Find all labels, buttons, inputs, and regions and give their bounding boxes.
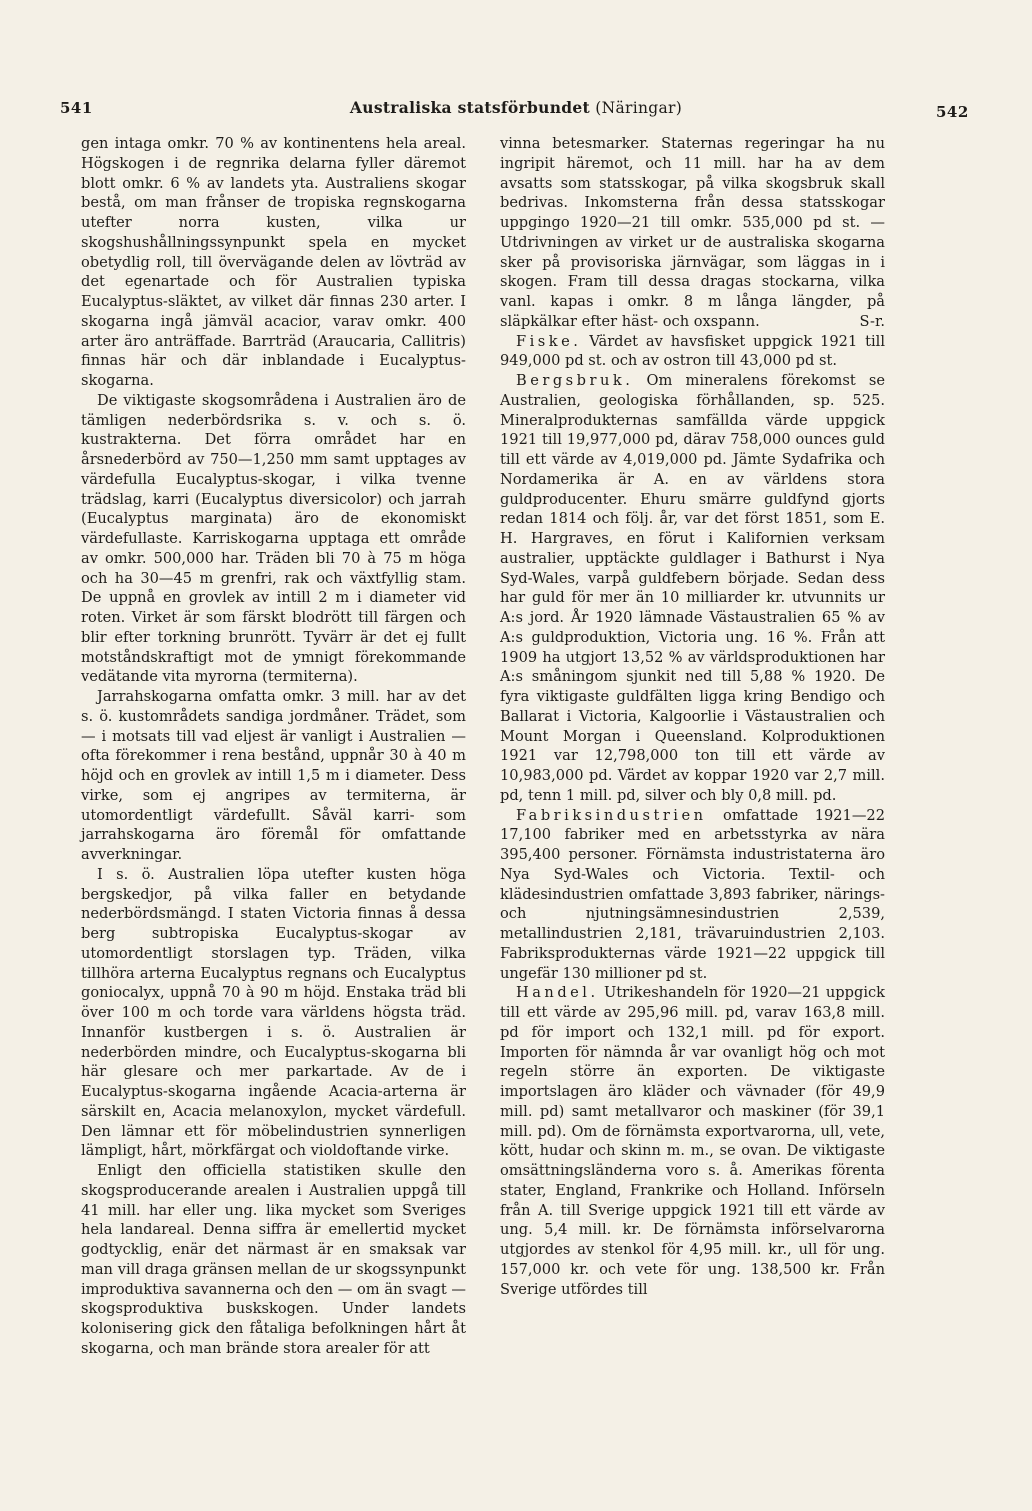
section-heading: Fabriksindustrien <box>516 806 707 824</box>
paragraph <box>500 371 885 806</box>
paragraph-text: Utrikeshandeln för 1920—21 uppgick till ett värde av 295,96 mill. pd, varav 163,8 mill. pd för import och 132,1 mill. pd för export. Importen för nämnda år var ovanligt hög och mot regeln större än exporten. De viktigaste importslagen äro kläder och vävnader (för 49,9 mill. pd) samt metallvaror och maskiner (för 39,1 mill. pd). Om de förnämsta exportvarorna, ull, vete, kött, hudar och skinn m. m., se ovan. De viktigaste omsättningsländerna voro s. å. Amerikas förenta stater, England, Frankrike och Holland. Införseln från A. till Sverige uppgick 1921 till ett värde av ung. 5,4 mill. kr. De förnämsta införselvarorna utgjordes av stenkol för 4,95 mill. kr., ull för ung. 157,000 kr. och vete för ung. 138,500 kr. Från Sverige utfördes till <box>500 984 885 1298</box>
paragraph <box>500 332 885 372</box>
paragraph: De viktigaste skogsområdena i Australien äro de tämligen nederbördsrika s. v. och s. ö. kustrakterna. Det förra området har en årsnederbörd av 750—1,250 mm samt upptages av värdefulla Eucalyptus-skogar, i vilka tvenne trädslag, karri (Eucalyptus diversicolor) och jarrah (Eucalyptus marginata) äro de ekonomiskt värdefullaste. Karriskogarna upptaga ett område av omkr. 500,000 har. Träden bli 70 à 75 m höga och ha 30—45 m grenfri, rak och växtfyllig stam. De uppnå en grovlek av intill 2 m i diameter vid roten. Virket är som färskt blodrött till färgen och blir efter torkning brunrött. Tyvärr är det ej fullt motståndskraftigt mot de ymnigt förekommande vedätande vita myrorna (termiterna). <box>81 391 466 686</box>
paragraph-text: Om mineralens förekomst se Australien, geologiska förhållanden, sp. 525. Mineralprodukternas samfällda värde uppgick 1921 till 19,977,000 pd, därav 758,000 ounces guld till ett värde av 4,019,000 pd. Jämte Sydafrika och Nordamerika är A. en av världens stora guldproducenter. Ehuru smärre guldfynd gjorts redan 1814 och följ. år, var det först 1851, som E. H. Hargraves, en förut i Kalifornien verksam australier, upptäckte guldlager i Bathurst i Nya Syd-Wales, varpå guldfebern började. Sedan dess har guld för mer än 10 milliarder kr. utvunnits ur A:s jord. År 1920 lämnade Västaustralien 65 % av A:s guldproduktion, Victoria ung. 16 %. Från att 1909 ha utgjort 13,52 % av världsproduktionen har A:s småningom sjunkit ned till 5,88 % 1920. De fyra viktigaste guldfälten ligga kring Bendigo och Ballarat i Victoria, Kalgoorlie i Västaustralien och Mount Morgan i Queensland. Kolproduktionen 1921 var 12,798,000 ton till ett värde av 10,983,000 pd. Värdet av koppar 1920 var 2,7 mill. pd, tenn 1 mill. pd, silver och bly 0,8 mill. pd. <box>500 372 885 804</box>
section-heading: Bergsbruk. <box>516 372 634 389</box>
paragraph: Jarrahskogarna omfatta omkr. 3 mill. har av det s. ö. kustområdets sandiga jordmåner. Trädet, som — i motsats till vad eljest är vanligt i Australien — ofta förekommer i rena bestånd, uppnår 30 à 40 m höjd och en grovlek av intill 1,5 m i diameter. Dess virke, som ej angripes av termiterna, är utomordentligt värdefullt. Såväl karri- som jarrahskogarna äro föremål för omfattande avverkningar. <box>81 688 466 863</box>
paragraph <box>500 806 885 984</box>
paragraph <box>500 134 885 332</box>
author-signature: S-r. <box>859 312 885 330</box>
section-heading: Fiske. <box>516 332 582 350</box>
running-head-subtitle: (Näringar) <box>590 99 683 117</box>
running-head <box>0 98 1032 117</box>
page-number-left: 541 <box>60 99 93 117</box>
paragraph: I s. ö. Australien löpa utefter kusten höga bergskedjor, på vilka faller en betydande nederbördsmängd. I staten Victoria finnas å dessa berg subtropiska Eucalyptus-skogar av utomordentligt storslagen typ. Träden, vilka tillhöra arterna Eucalyptus regnans och Eucalyptus goniocalyx, uppnå 70 à 90 m höjd. Enstaka träd bli över 100 m och torde vara världens högsta träd. Innanför kustbergen i s. ö. Australien är nederbörden mindre, och Eucalyptus-skogarna bli här glesare och mer parkartade. Av de i Eucalyptus-skogarna ingående Acacia-arterna är särskilt en, Acacia melanoxylon, mycket värdefull. Den lämnar ett för möbelindustrien synnerligen lämpligt, hårt, mörkfärgat och violdoftande virke. <box>81 865 466 1160</box>
section-heading: Handel. <box>516 984 599 1002</box>
paragraph-text: vinna betesmarker. Staternas regeringar ha nu ingripit häremot, och 11 mill. har ha av dem avsatts som statsskogar, på vilka skogsbruk skall bedrivas. Inkomsterna från dessa statsskogar uppgingo 1920—21 till omkr. 535,000 pd st. — Utdrivningen av virket ur de australiska skogarna sker på provisoriska järnvägar, som läggas in i skogen. Fram till dessa dragas stockarna, vilka vanl. kapas i omkr. 8 m långa längder, på släpkälkar efter häst- och oxspann. <box>500 135 885 330</box>
paragraph <box>500 983 885 1299</box>
paragraph-text: Värdet av havsfisket uppgick 1921 till 949,000 pd st. och av ostron till 43,000 pd st. <box>500 332 885 370</box>
paragraph: Enligt den officiella statistiken skulle den skogsproducerande arealen i Australien uppgå till 41 mill. har eller ung. lika mycket som Sveriges hela landareal. Denna siffra är emellertid mycket godtycklig, enär det närmast är en smaksak var man vill draga gränsen mellan de ur skogssynpunkt improduktiva savannerna och den — om än svagt — skogsproduktiva buskskogen. Under landets kolonisering gick den fåtaliga befolkningen hårt åt skogarna, och man brände stora arealer för att <box>81 1162 466 1357</box>
right-column <box>500 134 885 1299</box>
paragraph-text: omfattade 1921—22 17,100 fabriker med en arbetsstyrka av nära 395,400 personer. Förnämsta industristaterna äro Nya Syd-Wales och Victoria. Textil- och klädesindustrien omfattade 3,893 fabriker, närings- och njutningsämnesindustrien 2,539, metallindustrien 2,181, trävaruindustrien 2,103. Fabriksprodukternas värde 1921—22 uppgick till ungefär 130 millioner pd st. <box>500 806 885 982</box>
page-number-right: 542 <box>936 103 969 121</box>
paragraph: gen intaga omkr. 70 % av kontinentens hela areal. Högskogen i de regnrika delarna fyller däremot blott omkr. 6 % av landets yta. Australiens skogar bestå, om man frånser de tropiska regnskogarna utefter norra kusten, vilka ur skogshushållningssynpunkt spela en mycket obetydlig roll, till övervägande delen av lövträd av det egenartade och för Australien typiska Eucalyptus-släktet, av vilket där finnas 230 arter. I skogarna ingå jämväl acacior, varav omkr. 400 arter äro anträffade. Barrträd (Araucaria, Callitris) finnas här och där inblandade i Eucalyptus-skogarna. <box>81 135 466 389</box>
running-head-title: Australiska statsförbundet <box>349 98 591 117</box>
left-column <box>81 134 466 1359</box>
